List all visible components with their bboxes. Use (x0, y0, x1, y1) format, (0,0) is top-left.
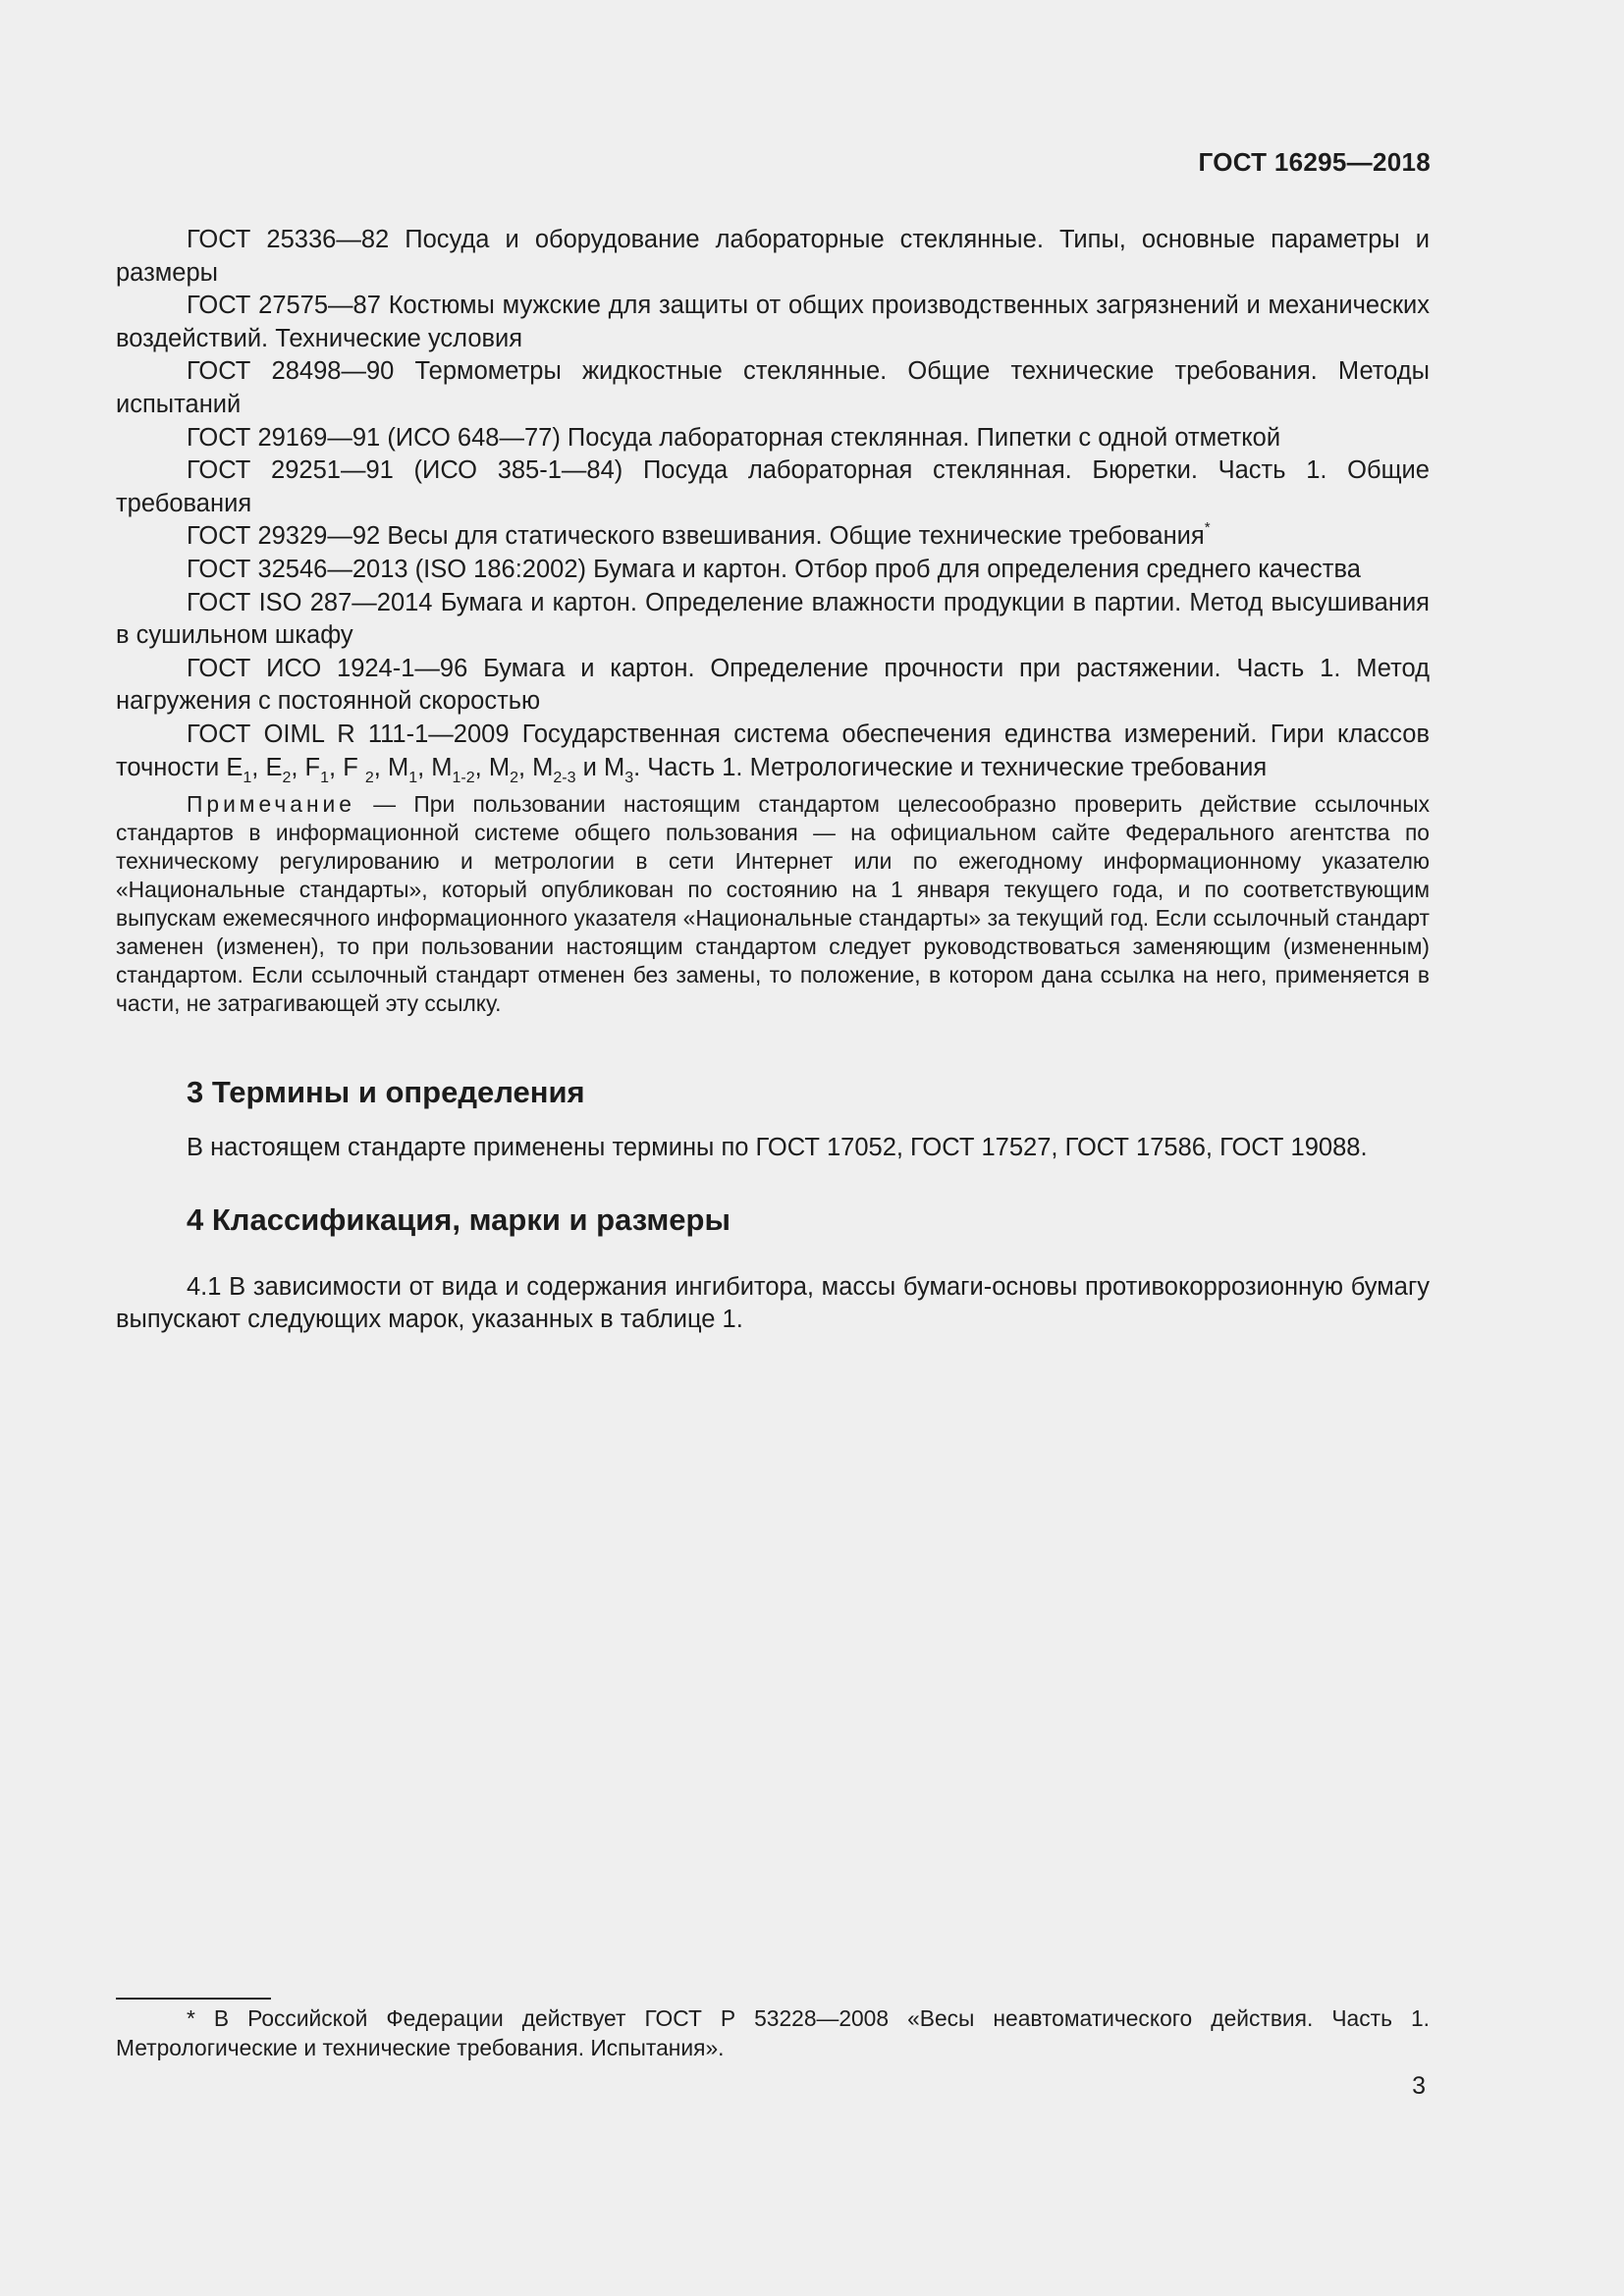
accuracy-class (387, 753, 418, 786)
normative-references (116, 224, 1430, 784)
accuracy-class-separator: , (291, 753, 305, 781)
reference-title: Государственная система обеспечения единства измерений. Гири классов точности (116, 720, 1430, 781)
reference-id: ГОСТ 29169—91 (187, 423, 381, 452)
accuracy-class-separator: , (251, 753, 266, 781)
reference-item (116, 355, 1430, 421)
accuracy-class (431, 753, 475, 786)
accuracy-class-subscript: 2 (364, 769, 374, 786)
page-number: 3 (1412, 2072, 1426, 2100)
accuracy-class-subscript: 1 (408, 769, 418, 786)
reference-title: Бумага и картон. Определение влажности продукции в партии. Метод высушивания в сушильном шкафу (116, 588, 1430, 650)
note-text: При пользовании настоящим стандартом целесообразно проверить действие ссылочных стандартов в информационной системе общего пользования — на официальном сайте Федерального агентства по техническому регулированию и метрологии в сети Интернет или по ежегодному информационному указателю «Национальные стандарты», который опубликован по состоянию на 1 января текущего года, и по соответствующим выпускам ежемесячного информационного указателя «Национальные стандарты» за текущий год. Если ссылочный стандарт заменен (изменен), то при пользовании настоящим стандартом следует руководствоваться заменяющим (измененным) стандартом. Если ссылочный стандарт отменен без замены, то положение, в котором дана ссылка на него, применяется в части, не затрагивающей эту ссылку. (116, 791, 1430, 1017)
section-heading-4: 4 Классификация, марки и размеры (187, 1201, 731, 1237)
footnote-marker: * (1204, 519, 1211, 537)
accuracy-class-separator: и (575, 753, 604, 781)
reference-title: Весы для статического взвешивания. Общие технические требования (387, 522, 1205, 551)
accuracy-class-separator: , (373, 753, 388, 781)
reference-item (116, 224, 1430, 290)
reference-title: Костюмы мужские для защиты от общих производственных загрязнений и механических воздействий. Технические условия (116, 292, 1430, 352)
accuracy-classes (226, 753, 634, 786)
reference-id: ГОСТ 29329—92 (187, 522, 381, 551)
reference-item (116, 520, 1430, 554)
reference-id: ГОСТ ISO 287—2014 (187, 588, 433, 616)
reference-title: Посуда и оборудование лабораторные стеклянные. Типы, основные параметры и размеры (116, 226, 1431, 287)
section-3-paragraph: В настоящем стандарте применены термины по ГОСТ 17052, ГОСТ 17527, ГОСТ 17586, ГОСТ 19088. (187, 1134, 1368, 1162)
accuracy-class-letter: E (265, 753, 283, 781)
accuracy-class-separator: , (517, 753, 533, 781)
document-header: ГОСТ 16295—2018 (1198, 147, 1431, 177)
footnote-text: В Российской Федерации действует ГОСТ Р 53228—2008 «Весы неавтоматического действия. Часть 1. Метрологические и технические требования. Испытания». (116, 2005, 1430, 2060)
accuracy-class-letter: E (226, 753, 244, 781)
accuracy-class (304, 753, 330, 786)
reference-title: (ИСО 385-1—84) Посуда лабораторная стеклянная. Бюретки. Часть 1. Общие требования (116, 456, 1430, 517)
reference-item (116, 422, 1430, 455)
reference-item (116, 653, 1430, 719)
reference-item (116, 454, 1430, 520)
section-heading-3: 3 Термины и определения (187, 1075, 585, 1110)
accuracy-class-subscript: 1 (320, 769, 330, 786)
accuracy-class-letter: M (488, 753, 511, 781)
reference-title: (ИСО 648—77) Посуда лабораторная стеклянная. Пипетки с одной отметкой (387, 423, 1281, 452)
accuracy-class-separator: , (417, 753, 432, 781)
footnote-divider (116, 1998, 271, 2000)
reference-id: ГОСТ OIML R 111-1—2009 (187, 720, 510, 748)
accuracy-class-separator: , (474, 753, 489, 781)
accuracy-class-subscript: 1-2 (452, 769, 475, 786)
reference-item (116, 554, 1430, 587)
accuracy-class-letter: M (387, 753, 409, 781)
accuracy-class (488, 753, 518, 786)
accuracy-class-letter: M (431, 753, 453, 781)
reference-id: ГОСТ 27575—87 (187, 292, 381, 320)
accuracy-class-letter: F (304, 753, 321, 781)
accuracy-class (603, 753, 634, 786)
accuracy-class-letter: M (532, 753, 554, 781)
note-label: Примечание (187, 791, 355, 818)
reference-item-oiml (116, 719, 1430, 784)
accuracy-class-subscript: 2 (282, 769, 292, 786)
accuracy-class (265, 753, 292, 786)
accuracy-class (343, 753, 374, 786)
reference-id: ГОСТ 25336—82 (187, 226, 390, 253)
footnote (116, 2003, 1430, 2062)
reference-title: Термометры жидкостные стеклянные. Общие технические требования. Методы испытаний (116, 357, 1431, 418)
accuracy-class-letter: M (603, 753, 625, 781)
accuracy-class (226, 753, 252, 786)
reference-id: ГОСТ 29251—91 (187, 456, 394, 485)
reference-item (116, 290, 1430, 355)
note-dash: — (354, 791, 414, 818)
reference-item (116, 587, 1430, 653)
accuracy-class-letter: F (343, 753, 365, 781)
section-4-1-paragraph: 4.1 В зависимости от вида и содержания ингибитора, массы бумаги-основы противокоррозионную бумагу выпускают следующих марок, указанных в таблице 1. (116, 1272, 1430, 1334)
reference-id: ГОСТ 28498—90 (187, 357, 395, 386)
accuracy-class-subscript: 2-3 (553, 769, 576, 786)
accuracy-class (532, 753, 576, 786)
note (116, 790, 1430, 1018)
footnote-mark: * (187, 2005, 195, 2031)
accuracy-class-subscript: 1 (243, 769, 252, 786)
accuracy-class-subscript: 3 (624, 769, 634, 786)
accuracy-class-subscript: 2 (510, 769, 518, 786)
reference-id: ГОСТ 32546—2013 (187, 555, 408, 583)
reference-title: (ISO 186:2002) Бумага и картон. Отбор проб для определения среднего качества (414, 555, 1361, 583)
reference-title-tail: . Часть 1. Метрологические и технические требования (633, 753, 1268, 781)
page-body (116, 224, 1430, 1337)
reference-title: Бумага и картон. Определение прочности при растяжении. Часть 1. Метод нагружения с постоянной скоростью (116, 654, 1430, 716)
accuracy-class-separator: , (329, 753, 344, 781)
reference-id: ГОСТ ИСО 1924-1—96 (187, 654, 468, 682)
